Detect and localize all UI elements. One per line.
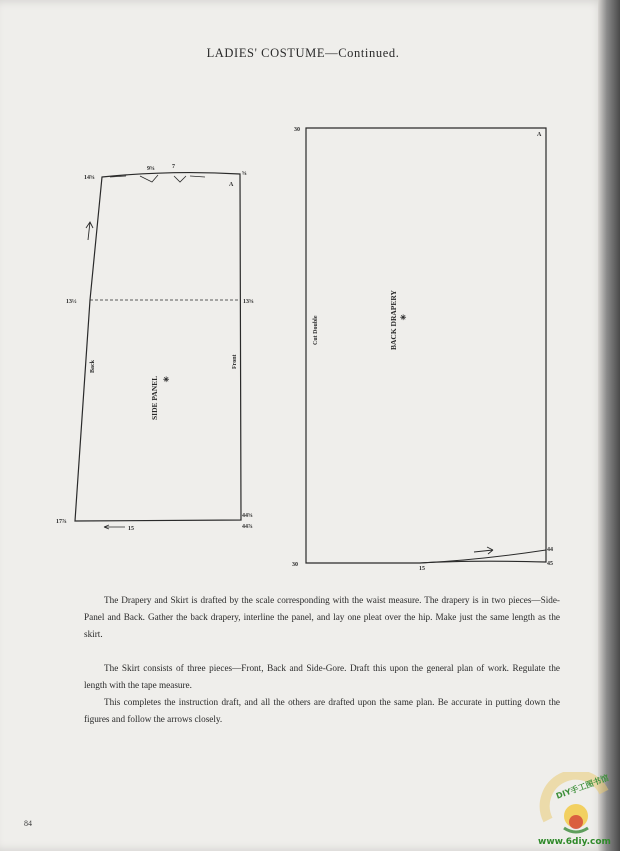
paragraph-skirt: The Skirt consists of three pieces—Front, Back and Side-Gore. Draft this upon the general plan of work. Regulate the length with the tape measure. xyxy=(84,663,560,690)
paragraph-completion: This completes the instruction draft, and all the others are drafted upon the same plan. Be accurate in putting down the figures and follow the arrows closely. xyxy=(84,697,560,724)
waist-dart xyxy=(140,175,158,182)
paragraph-drapery: The Drapery and Skirt is drafted by the scale corresponding with the waist measure. The drapery is in two pieces—Side-Panel and Back. Gather the back drapery, interline the panel, and lay one pleat over the hip. Make just the same length as the skirt. xyxy=(84,595,560,639)
mark-corner-a: A xyxy=(537,132,542,138)
side-panel-label: SIDE PANEL xyxy=(150,375,159,420)
mark-bottom-left: 30 xyxy=(292,562,298,568)
watermark-logo xyxy=(536,772,616,847)
mark-right-b: 45 xyxy=(547,561,553,567)
side-panel-marks xyxy=(56,164,254,532)
mark-right-a: 44 xyxy=(547,547,553,553)
mark-top-left: 14⅝ xyxy=(84,175,95,181)
page-number: 84 xyxy=(24,819,32,828)
back-edge-label: Back xyxy=(90,359,96,373)
mark-bottom-mid: 15 xyxy=(419,566,425,572)
side-panel-outline xyxy=(75,173,241,521)
side-panel-pattern xyxy=(75,173,241,529)
watermark-url: www.6diy.com xyxy=(538,837,611,847)
logo-figure-icon xyxy=(569,815,583,829)
arrow-right xyxy=(474,547,493,554)
mark-hip-right: 13⅝ xyxy=(243,299,254,305)
mark-corner-a: A xyxy=(229,182,234,188)
back-drapery-pattern xyxy=(306,128,546,563)
mark-bottom-right-a: 44⅝ xyxy=(242,513,253,519)
arrow-left xyxy=(104,525,125,529)
arrow-left xyxy=(190,176,205,177)
waist-dart xyxy=(174,176,186,182)
center-mark: ✳ xyxy=(163,375,170,384)
center-mark: ✳ xyxy=(400,313,407,322)
mark-hip-left: 13½ xyxy=(66,299,77,305)
mark-bottom-right-b: 44⅞ xyxy=(242,524,253,530)
front-edge-label: Front xyxy=(232,354,238,369)
arrow-up xyxy=(86,222,93,240)
back-drapery-marks xyxy=(292,127,553,572)
mark-top-mid-a: 9⅝ xyxy=(147,166,155,172)
logo-text: DIY手工图书馆 xyxy=(554,773,610,801)
mark-top-left: 30 xyxy=(294,127,300,133)
back-drapery-label: BACK DRAPERY xyxy=(389,290,398,350)
cut-double-label: Cut Double xyxy=(313,315,319,345)
mark-top-right: ⅝ xyxy=(242,171,247,177)
mark-top-mid-b: 7 xyxy=(172,164,175,170)
mark-bottom-mid: 15 xyxy=(128,526,134,532)
mark-bottom-left: 17⅞ xyxy=(56,519,67,525)
page-header: LADIES' COSTUME—Continued. xyxy=(206,46,400,60)
back-drapery-outline xyxy=(306,128,546,563)
